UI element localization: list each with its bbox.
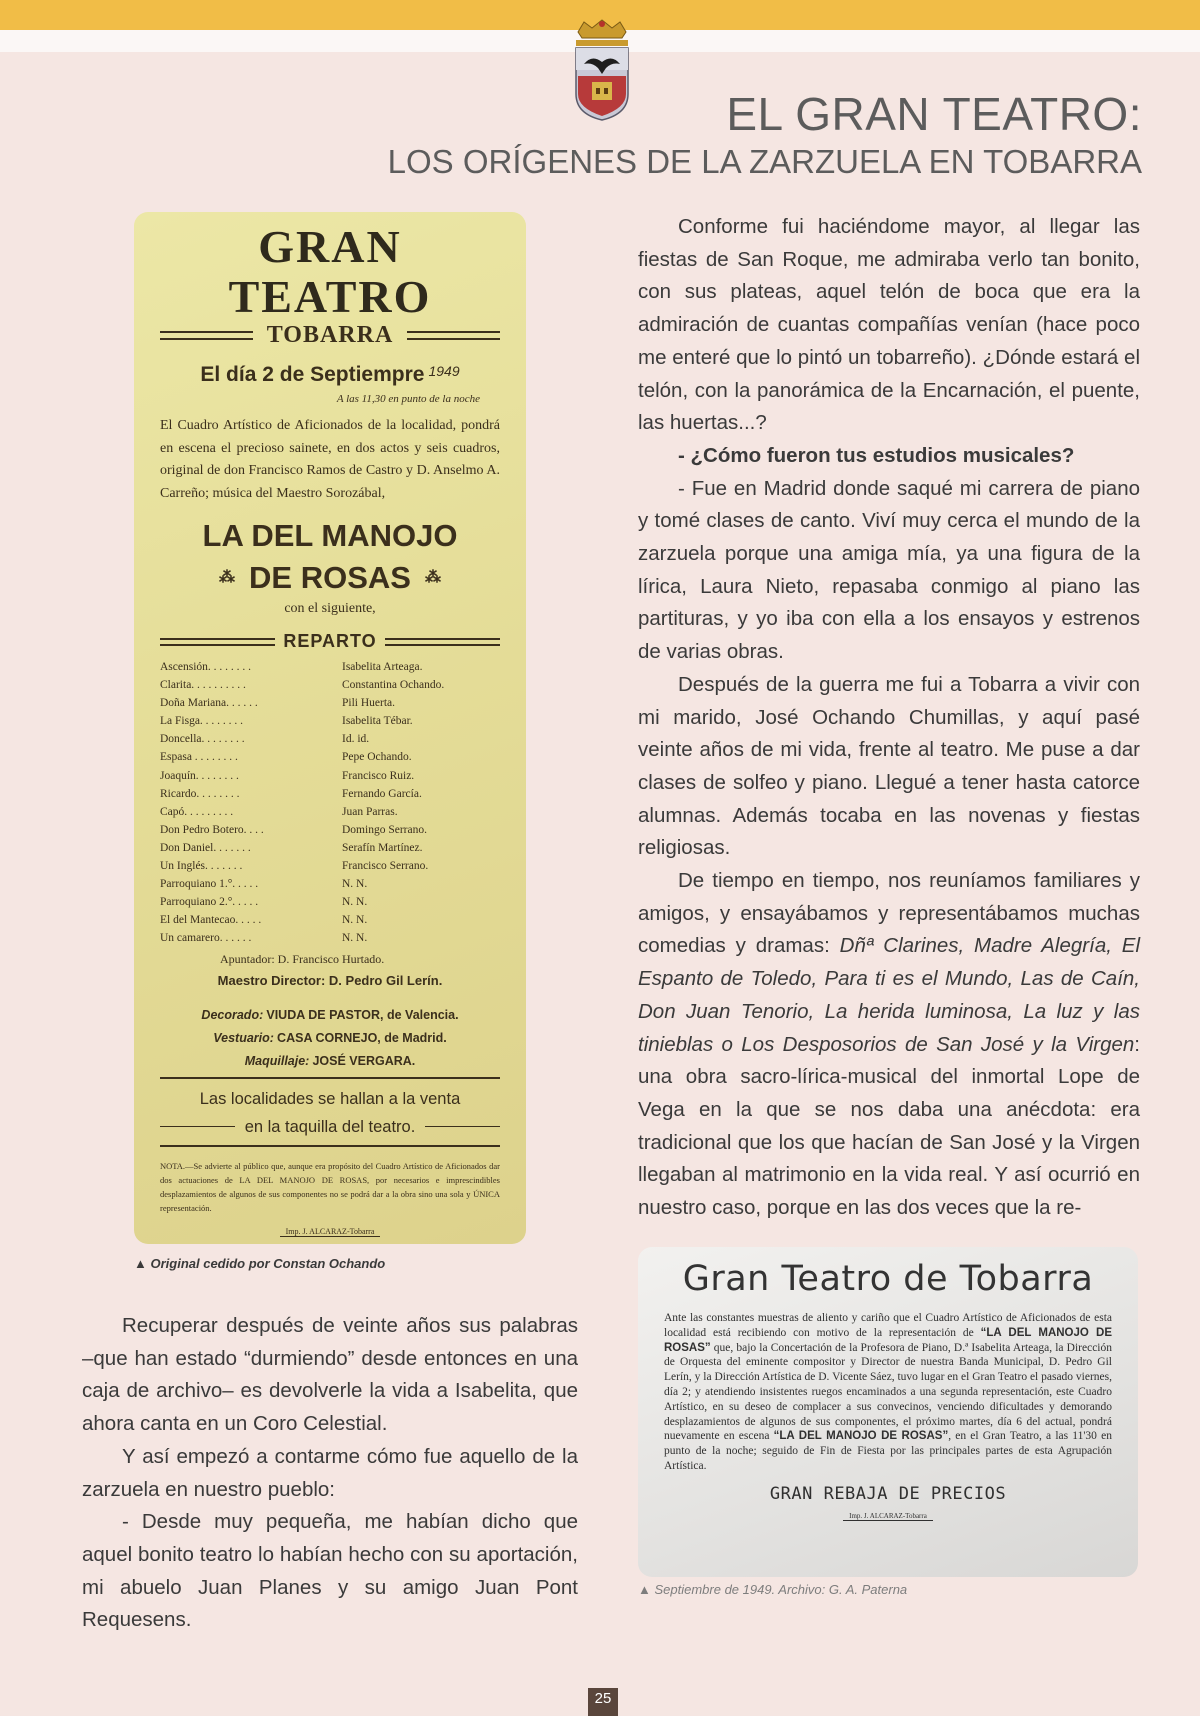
flyer-gran-teatro-second-show (638, 1247, 1138, 1577)
flyer-play-title: “LA DEL MANOJO DE ROSAS” (773, 1430, 949, 1443)
cast-heading-row (160, 631, 500, 652)
short-rule (425, 1126, 500, 1127)
cast-actor: N. N. (342, 878, 368, 891)
cast-actor: Isabelita Tébar. (342, 715, 413, 728)
cast-character: Don Daniel. . . . . . . (160, 841, 251, 854)
double-rule (160, 331, 253, 340)
cast-character: La Fisga. . . . . . . . (160, 715, 244, 728)
paragraph-text: De tiempo en tiempo, nos reuníamos familiares y amigos, y ensayábamos y representábamos muchas comedias y dramas: (638, 869, 1140, 958)
cast-actor: N. N. (342, 932, 368, 945)
divider (160, 1077, 500, 1079)
cast-actor: Fernando García. (342, 787, 422, 800)
flyer-text-part: Ante las constantes muestras de aliento y cariño que el Cuadro Artístico de Aficionados de esta localidad está recibiendo con motivo de la representación de (664, 1312, 1112, 1339)
paragraph-text: : una obra sacro-lírica-musical del inmortal Lope de Vega en la que se nos daba una anécdota: era tradicional que los que hacían de San José y la Virgen llegaban al matrimonio en la vida real. Y así ocurrió en nuestro caso, porque en las dos veces que la re- (638, 1032, 1140, 1220)
paragraph (638, 865, 1140, 1225)
cast-row (160, 857, 500, 875)
cast-character: Capó. . . . . . . . . (160, 805, 234, 818)
article-right-column (638, 211, 1140, 1225)
play-title-line1: LA DEL MANOJO (202, 518, 458, 553)
cast-row (160, 821, 500, 839)
play-title-line2-row (160, 557, 500, 599)
cast-actor: Francisco Ruiz. (342, 769, 415, 782)
cast-character: Doncella. . . . . . . . (160, 733, 245, 746)
cast-row (160, 712, 500, 730)
paragraph: Después de la guerra me fui a Tobarra a vivir con mi marido, José Ochando Chumillas, y aquí pasé veinte años de mi vida, frente al teatro. Me puse a dar clases de solfeo y piano. Llegué a tener hasta catorce alumnas. Además tocaba en las novenas y fiestas religiosas. (638, 672, 1140, 860)
poster-tickets (160, 1085, 500, 1141)
cast-character: Parroquiano 2.°. . . . . (160, 896, 259, 909)
flyer-text (664, 1311, 1112, 1474)
page-subtitle: LOS ORÍGENES DE LA ZARZUELA EN TOBARRA (387, 143, 1142, 180)
flyer-text-part: que, bajo la Concertación de la Profesora de Piano, D.ª Isabelita Arteaga, la Dirección de Orquesta del eminente compositor y Director de nuestra Banda Municipal, D. Pedro Gil Lerín, y la Dirección Artística de D. Vicente Sáez, tuvo lugar en el Gran Teatro el pasado viernes, día 2; y atendiendo insistentes ruegos encaminados a una segunda representación, este Cuadro Artístico, en su deseo de complacer a sus convecinos, venciendo dificultades y demorando desplazamientos de algunos de sus componentes, el próximo martes, día 6 del actual, pondrá nuevamente en escena (664, 1341, 1113, 1443)
double-rule (160, 638, 275, 646)
cast-row (160, 676, 500, 694)
credit-value: VIUDA DE PASTOR, de Valencia. (266, 1007, 459, 1022)
tickets-line2-row (160, 1113, 500, 1141)
cast-actor: Pili Huerta. (342, 697, 396, 710)
cast-row (160, 929, 500, 947)
cast-row (160, 748, 500, 766)
poster-director: Maestro Director: D. Pedro Gil Lerín. (217, 972, 443, 988)
tickets-line2: en la taquilla del teatro. (244, 1117, 416, 1136)
handwritten-year: 1949 (428, 363, 460, 379)
poster-printer: Imp. J. ALCARAZ-Tobarra (280, 1227, 381, 1237)
cast-row (160, 767, 500, 785)
credit-label: Decorado: (201, 1007, 264, 1022)
cast-row (160, 730, 500, 748)
cast-row (160, 785, 500, 803)
poster-printer-row (160, 1227, 500, 1236)
cast-heading: REPARTO (283, 631, 377, 651)
credit-row (160, 1050, 500, 1073)
credit-label: Maquillaje: (244, 1053, 310, 1068)
cast-actor: N. N. (342, 914, 368, 927)
poster-hour: A las 11,30 en punto de la noche (336, 393, 480, 405)
poster-intro: El Cuadro Artístico de Aficionados de la localidad, pondrá en escena el precioso sainete, en dos actos y seis cuadros, original de don Francisco Ramos de Castro y D. Anselmo A. Carreño; música del Maestro Sorozábal, (160, 418, 500, 501)
cast-character: El del Mantecao. . . . . (160, 914, 262, 927)
cast-actor: Francisco Serrano. (342, 860, 429, 873)
article-left-column (82, 1310, 578, 1637)
poster-city: TOBARRA (266, 322, 394, 348)
credit-label: Vestuario: (213, 1030, 274, 1045)
poster-title: GRAN TEATRO (228, 221, 432, 322)
cast-row (160, 839, 500, 857)
flyer-text-part: , en el Gran Teatro, a las 11'30 en punto de la noche; seguido de Fin de Fiesta por las principales partes de esta Agrupación Artística. (664, 1430, 1112, 1472)
cast-character: Don Pedro Botero. . . . (160, 823, 264, 836)
divider (160, 1145, 500, 1147)
play-titles: Dñª Clarines, Madre Alegría, El Espanto de Toledo, Para ti es el Mundo, Las de Caín, Don Juan Tenorio, La herida luminosa, La luz y las tinieblas o Los Desposorios de San José y la Virgen (638, 934, 1141, 1056)
flyer-sale: GRAN REBAJA DE PRECIOS (769, 1483, 1007, 1504)
page-number: 25 (588, 1688, 618, 1716)
cast-actor: Isabelita Arteaga. (342, 661, 423, 673)
cast-row (160, 875, 500, 893)
cast-actor: Juan Parras. (342, 805, 398, 818)
poster-credits (160, 1004, 500, 1073)
paragraph: Conforme fui haciéndome mayor, al llegar las fiestas de San Roque, me admiraba verlo tan bonito, con sus plateas, aquel telón de boca que era la admiración de cuantas compañías venían (hace poco me enteré que lo pintó un tobarreño). ¿Dónde estará el telón, con la panorámica de la Encarnación, el puente, las huertas...? (638, 215, 1140, 435)
cast-character: Doña Mariana. . . . . . (160, 697, 258, 710)
poster-following: con el siguiente, (284, 601, 376, 616)
cast-actor: Serafín Martínez. (342, 841, 423, 854)
cast-character: Ascensión. . . . . . . . (160, 661, 252, 673)
cast-row (160, 893, 500, 911)
cast-actor: N. N. (342, 896, 368, 909)
cast-character: Espasa . . . . . . . . (160, 751, 238, 764)
double-rule (407, 331, 500, 340)
credit-row (160, 1004, 500, 1027)
article-title-block (388, 88, 1142, 182)
flyer-play-title: “LA DEL MANOJO DE ROSAS” (664, 1326, 1113, 1354)
interview-question: - ¿Cómo fueron tus estudios musicales? (678, 443, 1075, 467)
page-title: EL GRAN TEATRO: (726, 88, 1142, 140)
poster-date: El día 2 de Septiempre (200, 363, 425, 386)
poster-note: NOTA.—Se advierte al público que, aunque era propósito del Cuadro Artístico de Aficionados dar dos actuaciones de LA DEL MANOJO DE ROSAS, por necesarios e imprescindibles desplazamientos de algunos de sus componentes no se podrá dar a la obra sino una sola y ÚNICA representación. (160, 1160, 500, 1213)
play-title-line2: DE ROSAS (249, 560, 411, 595)
credit-value: CASA CORNEJO, de Madrid. (277, 1030, 447, 1045)
poster-prompter: Apuntador: D. Francisco Hurtado. (220, 951, 385, 966)
cast-actor: Id. id. (342, 733, 370, 746)
cast-character: Clarita. . . . . . . . . . (160, 679, 246, 692)
cast-row (160, 694, 500, 712)
flyer-caption: ▲ Septiembre de 1949. Archivo: G. A. Paterna (638, 1582, 908, 1597)
cast-actor: Constantina Ochando. (342, 679, 445, 692)
cast-character: Un camarero. . . . . . (160, 932, 252, 945)
double-rule (385, 638, 500, 646)
short-rule (160, 1126, 235, 1127)
cast-character: Un Inglés. . . . . . . (160, 860, 243, 873)
flyer-printer: Imp. J. ALCARAZ-Tobarra (843, 1512, 933, 1521)
paragraph: - Desde muy pequeña, me habían dicho que aquel bonito teatro lo habían hecho con su aportación, mi abuelo Juan Planes y su amigo Juan Pont Requesens. (82, 1510, 578, 1632)
cast-list (160, 658, 500, 948)
cast-row (160, 803, 500, 821)
paragraph: - Fue en Madrid donde saqué mi carrera de piano y tomé clases de canto. Viví muy cerca el mundo de la zarzuela porque una amiga mía, ya una figura de la lírica, Laura Nieto, repasaba conmigo al piano las partituras, y yo iba con ella a los ensayos y estrenos de varias obras. (638, 476, 1140, 664)
cast-row (160, 658, 500, 676)
cast-actor: Domingo Serrano. (342, 823, 427, 836)
tickets-line1: Las localidades se hallan a la venta (199, 1089, 461, 1108)
cast-row (160, 911, 500, 929)
ornament-icon: ⁂ (219, 569, 236, 586)
paragraph: Recuperar después de veinte años sus palabras –que han estado “durmiendo” desde entonces en una caja de archivo– es devolverle la vida a Isabelita, que ahora canta en un Coro Celestial. (82, 1314, 578, 1436)
poster-date-row (160, 363, 500, 387)
poster-city-row (160, 322, 500, 349)
cast-character: Joaquín. . . . . . . . (160, 769, 239, 782)
ornament-icon: ⁂ (424, 569, 441, 586)
poster1-caption: ▲ Original cedido por Constan Ochando (134, 1256, 386, 1271)
credit-row (160, 1027, 500, 1050)
poster-play-title (160, 515, 500, 599)
cast-character: Parroquiano 1.°. . . . . (160, 878, 259, 891)
paragraph: Y así empezó a contarme cómo fue aquello de la zarzuela en nuestro pueblo: (82, 1444, 578, 1501)
flyer-printer-row (664, 1512, 1112, 1520)
credit-value: JOSÉ VERGARA. (312, 1053, 416, 1068)
poster-gran-teatro-1949 (134, 212, 526, 1244)
cast-character: Ricardo. . . . . . . . (160, 787, 240, 800)
cast-actor: Pepe Ochando. (342, 751, 412, 764)
flyer-title: Gran Teatro de Tobarra (682, 1259, 1094, 1299)
